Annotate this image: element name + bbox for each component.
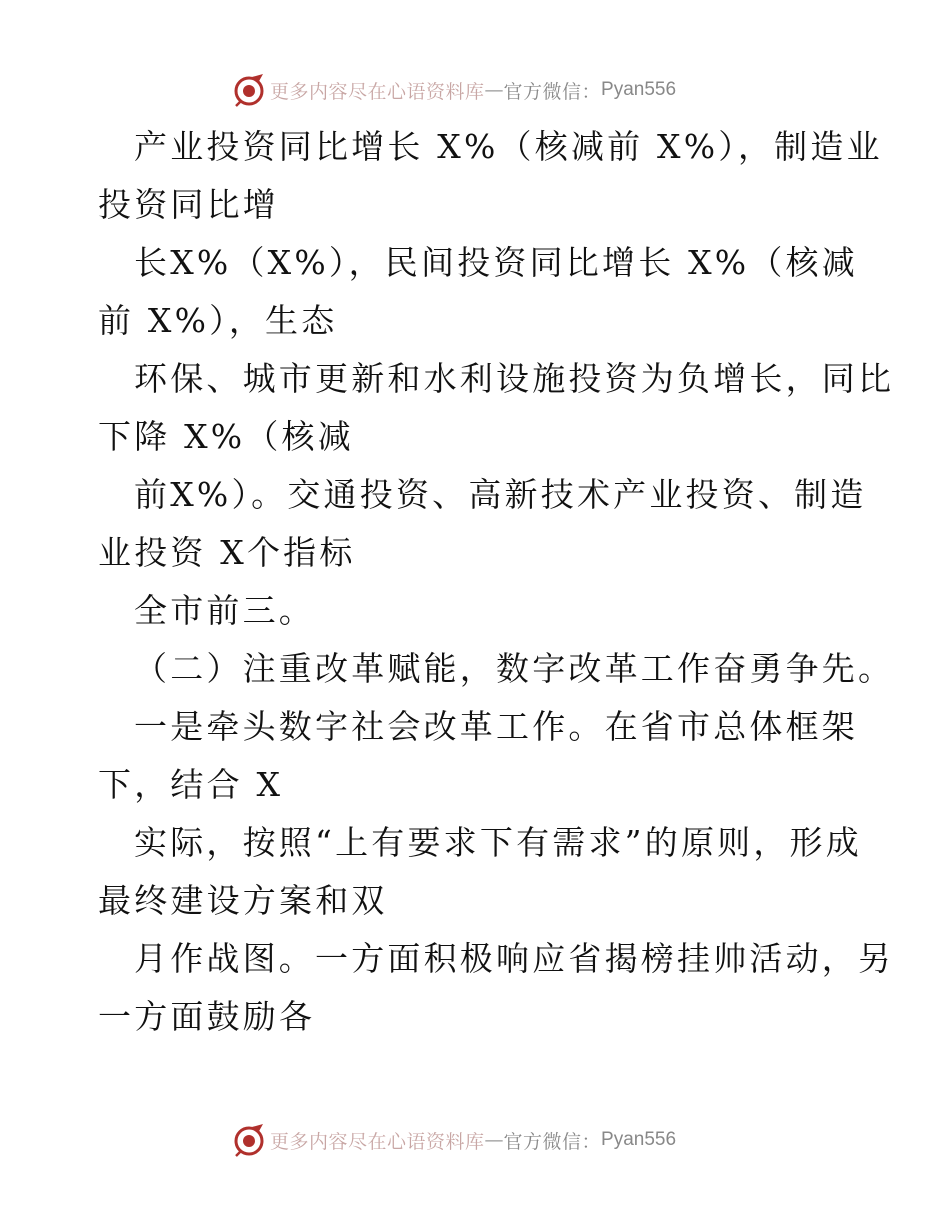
body-line: 全市前三。 <box>134 591 315 630</box>
body-line: 长X%（X%），民间投资同比增长 X%（核减 <box>134 243 858 282</box>
body-line: 最终建设方案和双 <box>98 881 388 920</box>
section-heading: （二）注重改革赋能，数字改革工作奋勇争先。 <box>134 649 895 688</box>
body-line: 月作战图。一方面积极响应省揭榜挂帅活动，另 <box>134 939 895 978</box>
body-line: 前 X%），生态 <box>98 301 338 340</box>
banner-slogan: 更多内容尽在心语资料库 <box>270 1130 485 1153</box>
document-body <box>98 118 895 1046</box>
banner-wechat-id: Pyan556 <box>601 79 677 100</box>
quill-seal-icon <box>232 1123 266 1157</box>
body-line: 投资同比增 <box>98 185 279 224</box>
header-banner <box>232 70 752 110</box>
body-line: 一方面鼓励各 <box>98 997 316 1036</box>
body-line: 产业投资同比增长 X%（核减前 X%），制造业 <box>134 127 883 166</box>
banner-slogan: 更多内容尽在心语资料库 <box>270 80 485 103</box>
quill-seal-icon <box>232 73 266 107</box>
banner-wechat-label: 官方微信： <box>503 1130 602 1153</box>
banner-separator: — <box>484 1129 504 1151</box>
body-line: 下降 X%（核减 <box>98 417 354 456</box>
body-line: 下，结合 X <box>98 765 284 804</box>
body-line: 环保、城市更新和水利设施投资为负增长，同比 <box>134 359 895 398</box>
footer-banner <box>232 1120 752 1160</box>
banner-wechat-label: 官方微信： <box>503 80 602 103</box>
banner-wechat-id: Pyan556 <box>601 1129 677 1150</box>
body-line: 一是牵头数字社会改革工作。在省市总体框架 <box>134 707 858 746</box>
banner-separator: — <box>484 79 504 101</box>
body-line: 业投资 X个指标 <box>98 533 356 572</box>
body-line: 前X%）。交通投资、高新技术产业投资、制造 <box>134 475 867 514</box>
body-line: 实际，按照“上有要求下有需求”的原则，形成 <box>134 823 862 862</box>
